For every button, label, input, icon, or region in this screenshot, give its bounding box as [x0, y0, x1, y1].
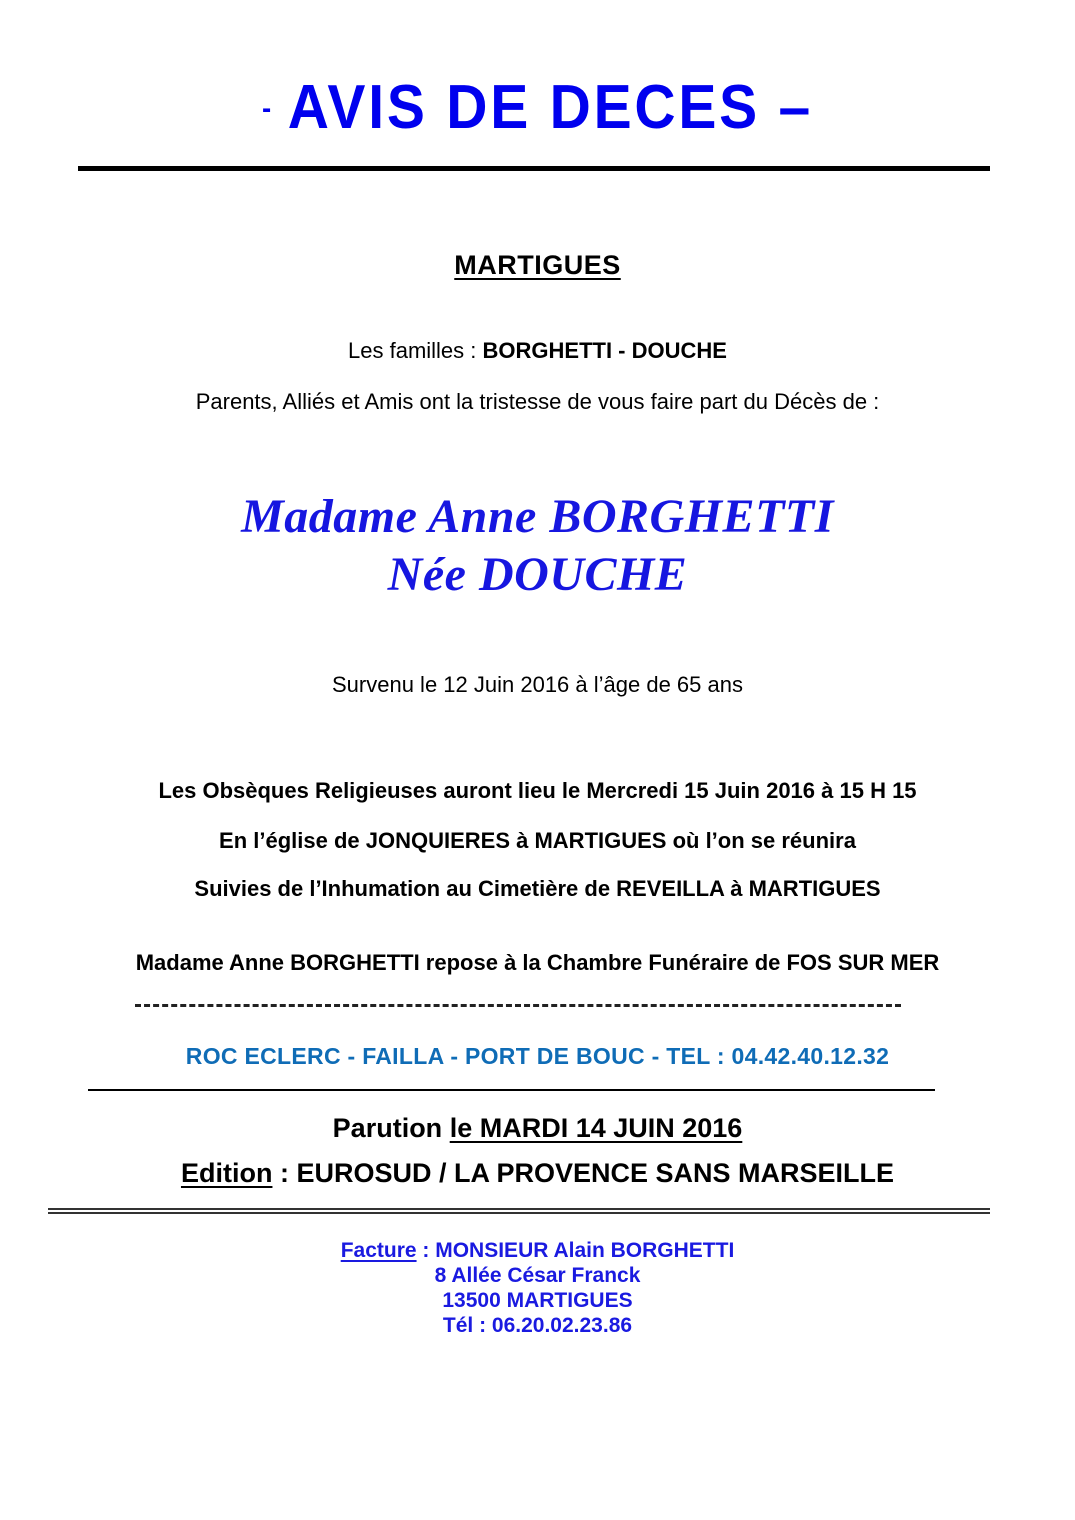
- deceased-name-line-2: Née DOUCHE: [387, 548, 688, 601]
- ceremony-line: Les Obsèques Religieuses auront lieu le Mercredi 15 Juin 2016 à 15 H 15: [158, 778, 917, 803]
- invoice-recipient-line: [0, 1238, 1075, 1263]
- edition-value: : EUROSUD / LA PROVENCE SANS MARSEILLE: [272, 1158, 895, 1188]
- edition-label: Edition: [180, 1158, 273, 1188]
- document-header: [0, 72, 1075, 145]
- city-label: MARTIGUES: [454, 250, 621, 280]
- parution-label: Parution: [332, 1113, 450, 1143]
- city-heading: [0, 250, 1075, 281]
- title-leading-dash: -: [261, 92, 272, 125]
- deceased-name: [0, 488, 1075, 604]
- publication-date-line: [0, 1113, 1075, 1144]
- parution-date: le MARDI 14 JUIN 2016: [449, 1113, 743, 1143]
- page-title: [43, 72, 1032, 145]
- invoice-address: 8 Allée César Franck: [434, 1264, 641, 1287]
- invoice-label: Facture: [340, 1239, 417, 1262]
- edition-line: [0, 1158, 1075, 1189]
- funeral-home-line: ROC ECLERC - FAILLA - PORT DE BOUC - TEL : 04.42.40.12.32: [185, 1043, 890, 1069]
- death-date-line: Survenu le 12 Juin 2016 à l’âge de 65 ans: [332, 672, 743, 697]
- title-text: AVIS DE DECES –: [287, 73, 814, 142]
- families-names: BORGHETTI - DOUCHE: [482, 338, 727, 363]
- announcement-line: Parents, Alliés et Amis ont la tristesse de vous faire part du Décès de :: [195, 389, 880, 414]
- burial-line: Suivies de l’Inhumation au Cimetière de REVEILLA à MARTIGUES: [194, 876, 881, 901]
- church-line: En l’église de JONQUIERES à MARTIGUES où l’on se réunira: [219, 828, 856, 853]
- dashed-divider: [135, 1004, 901, 1007]
- families-line: [0, 338, 1075, 364]
- invoice-recipient: : MONSIEUR Alain BORGHETTI: [416, 1239, 735, 1262]
- header-divider: [78, 166, 990, 171]
- invoice-postal-city: 13500 MARTIGUES: [442, 1289, 633, 1312]
- families-label: Les familles :: [348, 338, 483, 363]
- footer-double-divider: [48, 1208, 990, 1214]
- invoice-phone: Tél : 06.20.02.23.86: [442, 1314, 633, 1337]
- invoice-block: [0, 1238, 1075, 1338]
- deceased-name-line-1: Madame Anne BORGHETTI: [241, 490, 834, 543]
- thin-divider: [88, 1089, 935, 1091]
- resting-place-line: Madame Anne BORGHETTI repose à la Chambre Funéraire de FOS SUR MER: [135, 950, 940, 975]
